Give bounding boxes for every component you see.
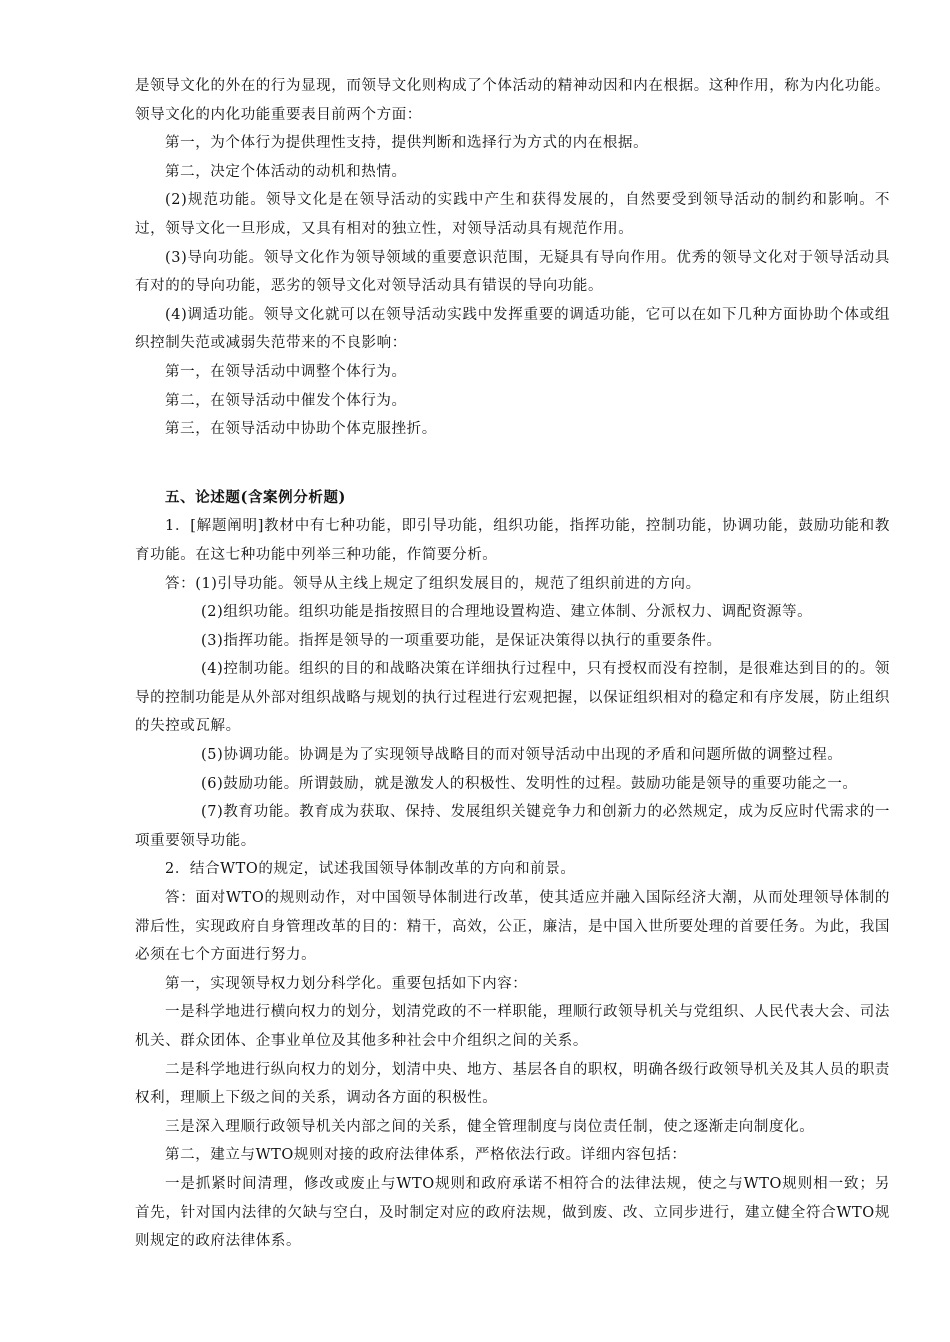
answer-line: 答：(1)引导功能。领导从主线上规定了组织发展目的，规范了组织前进的方向。 bbox=[165, 575, 701, 592]
paragraph: 是领导文化的外在的行为显现，而领导文化则构成了个体活动的精神动因和内在根据。这种作用，称为内化功能。领导文化的内化功能重要表目前两个方面： bbox=[135, 78, 890, 123]
paragraph: 第一，为个体行为提供理性支持，提供判断和选择行为方式的内在根据。 bbox=[165, 135, 649, 152]
answer-paragraph: 一是科学地进行横向权力的划分，划清党政的不一样职能，理顺行政领导机关与党组织、人民代表大会、司法机关、群众团体、企事业单位及其他多种社会中介组织之间的关系。 bbox=[135, 1004, 890, 1049]
answer-line: (6)鼓励功能。所谓鼓励，就是激发人的积极性、发明性的过程。鼓励功能是领导的重要功能之一。 bbox=[201, 775, 858, 792]
answer-line: (4)控制功能。组织的目的和战略决策在详细执行过程中，只有授权而没有控制，是很难达到目的的。领导的控制功能是从外部对组织战略与规划的执行过程进行宏观把握，以保证组织相对的稳定和有序发展，防止组织的失控或瓦解。 bbox=[135, 661, 890, 735]
paragraph: (3)导向功能。领导文化作为领导领域的重要意识范围，无疑具有导向作用。优秀的领导文化对于领导活动具有对的的导向功能，恶劣的领导文化对领导活动具有错误的导向功能。 bbox=[135, 249, 890, 295]
answer-line: (5)协调功能。协调是为了实现领导战略目的而对领导活动中出现的矛盾和问题所做的调整过程。 bbox=[201, 747, 843, 764]
document-page bbox=[135, 72, 890, 1256]
answer-paragraph: 第二，建立与WTO规则对接的政府法律体系，严格依法行政。详细内容包括： bbox=[165, 1147, 687, 1164]
section-heading: 五、论述题(含案例分析题) bbox=[165, 488, 347, 506]
answer-paragraph: 答：面对WTO的规则动作，对中国领导体制进行改革，使其适应并融入国际经济大潮，从而处理领导体制的滞后性，实现政府自身管理改革的目的：精干，高效，公正，廉洁，是中国入世所要处理的首要任务。为此，我国必须在七个方面进行努力。 bbox=[135, 890, 890, 964]
paragraph: (2)规范功能。领导文化是在领导活动的实践中产生和获得发展的，自然要受到领导活动的制约和影响。不过，领导文化一旦形成，又具有相对的独立性，对领导活动具有规范作用。 bbox=[135, 192, 890, 237]
paragraph: 第二，决定个体活动的动机和热情。 bbox=[165, 163, 407, 180]
answer-paragraph: 一是抓紧时间清理，修改或废止与WTO规则和政府承诺不相符合的法律法规，使之与WTO规则相一致；另首先，针对国内法律的欠缺与空白，及时制定对应的政府法规，做到废、改、立同步进行，建立健全符合WTO规则规定的政府法律体系。 bbox=[135, 1175, 890, 1250]
paragraph: 第一，在领导活动中调整个体行为。 bbox=[165, 363, 407, 380]
answer-line: (2)组织功能。组织功能是指按照目的合理地设置构造、建立体制、分派权力、调配资源等。 bbox=[201, 604, 813, 621]
answer-paragraph: 第一，实现领导权力划分科学化。重要包括如下内容： bbox=[165, 975, 528, 992]
paragraph: 第二，在领导活动中催发个体行为。 bbox=[165, 392, 407, 409]
answer-line: (7)教育功能。教育成为获取、保持、发展组织关键竞争力和创新力的必然规定，成为反应时代需求的一项重要领导功能。 bbox=[135, 804, 890, 849]
answer-line: (3)指挥功能。指挥是领导的一项重要功能，是保证决策得以执行的重要条件。 bbox=[201, 632, 722, 649]
section-gap bbox=[135, 444, 890, 484]
answer-paragraph: 二是科学地进行纵向权力的划分，划清中央、地方、基层各自的职权，明确各级行政领导机关及其人员的职责权利，理顺上下级之间的关系，调动各方面的积极性。 bbox=[135, 1061, 890, 1107]
paragraph: (4)调适功能。领导文化就可以在领导活动实践中发挥重要的调适功能，它可以在如下几种方面协助个体或组织控制失范或减弱失范带来的不良影响： bbox=[135, 306, 890, 352]
question-2: 2．结合WTO的规定，试述我国领导体制改革的方向和前景。 bbox=[165, 861, 576, 878]
paragraph: 第三，在领导活动中协助个体克服挫折。 bbox=[165, 421, 437, 438]
question-1: 1．[解题阐明]教材中有七种功能，即引导功能，组织功能，指挥功能，控制功能，协调功能，鼓励功能和教育功能。在这七种功能中列举三种功能，作简要分析。 bbox=[135, 518, 890, 563]
answer-paragraph: 三是深入理顺行政领导机关内部之间的关系，健全管理制度与岗位责任制，使之逐渐走向制度化。 bbox=[165, 1118, 815, 1135]
